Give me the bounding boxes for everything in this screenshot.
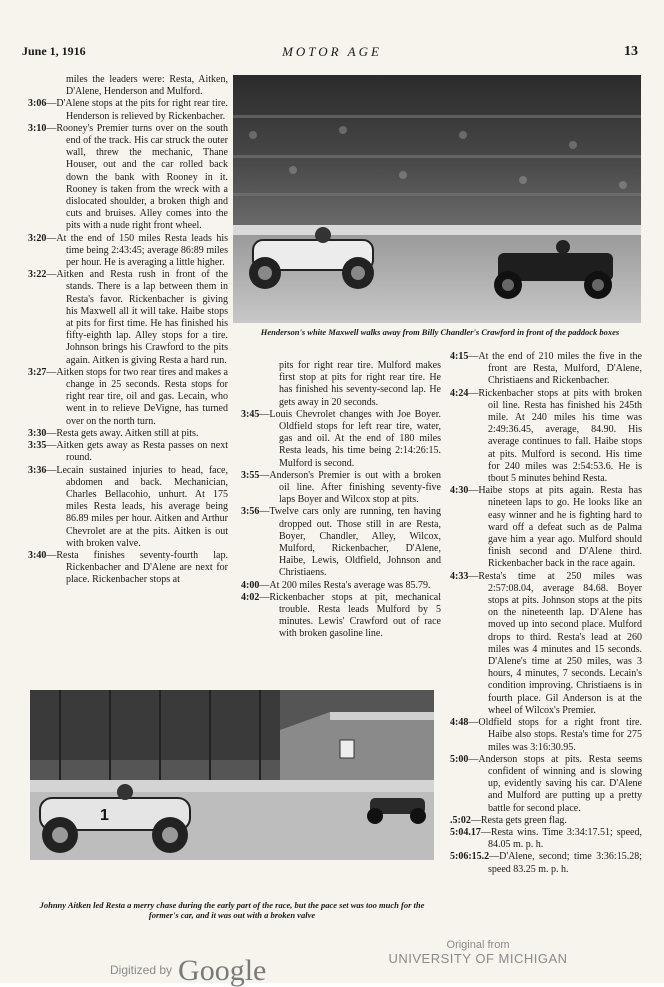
timeline-entry — [28, 440, 228, 464]
entry-time: 4:24 — [450, 387, 469, 399]
car-number: 1 — [100, 807, 109, 824]
entry-text: —Oldfield stops for a right front tire. Haibe also stops. Resta's time for 275 miles was 3:16:30.95. — [468, 717, 642, 753]
entry-text: —At 200 miles Resta's average was 85.79. — [259, 579, 431, 591]
entry-text: —D'Alene stops at the pits for right rear tire. Henderson is relieved by Rickenbacher. — [46, 98, 228, 122]
entry-time: 3:45 — [241, 408, 260, 420]
digitized-label: Digitized by — [110, 963, 173, 977]
timeline-entry — [450, 851, 642, 875]
entry-text: —At the end of 150 miles Resta leads his time being 2:43:45; average 86:89 miles per hour. He is averaging a little higher. — [46, 232, 228, 269]
timeline-entry — [28, 233, 228, 270]
google-logo: Google — [178, 954, 267, 987]
issue-date: June 1, 1916 — [22, 44, 86, 58]
original-from-label: Original from — [446, 939, 510, 951]
entry-time: 3:30 — [28, 427, 47, 439]
timeline-entry — [28, 428, 228, 440]
timeline-entry — [28, 465, 228, 550]
entry-time: 4:02 — [241, 591, 260, 603]
text-column-1 — [28, 74, 228, 587]
timeline-entry — [28, 98, 228, 122]
entry-time: 4:33 — [450, 570, 469, 582]
entry-time: 5:00 — [450, 753, 469, 765]
entry-time: 3:40 — [28, 549, 47, 561]
top-photo-caption: Henderson's white Maxwell walks away from Billy Chandler's Crawford in front of the paddock boxes — [260, 327, 620, 337]
entry-time: 3:06 — [28, 98, 47, 110]
timeline-entry — [28, 74, 228, 98]
entry-time: 4:15 — [450, 351, 469, 362]
entry-text: —Rickenbacher stops at pits with broken oil line. Resta has finished his 245th mile. At 240 miles his time was 2:49:36.45, average, 84.90. His average continues to fall. Haibe stops at pits. Mulford is second. His time for 240 miles was 2:54:53.6. He is tbout 5 minutes behind Resta. — [468, 387, 642, 485]
magazine-title: MOTOR AGE — [282, 44, 382, 59]
entry-text: —Louis Chevrolet changes with Joe Boyer. Oldfield stops for left rear tire, water, gas and oil. At the end of 180 miles Resta leads, his time being 2:14:26:15. Mulford is second. — [259, 408, 441, 469]
entry-text: —Haibe stops at pits again. Resta has nineteen laps to go. He looks like an easy winner and he is fighting hard to ward off a defeat such as de Palma gave him a year ago. Mulford should finish second and D'Alene third. Rickenbacher back in the race again. — [468, 485, 642, 570]
timeline-entry — [450, 571, 642, 717]
entry-time: .5:02 — [450, 814, 471, 826]
entry-text: —D'Alene, second; time 3:36:15.28; speed 83.25 m. p. h. — [488, 851, 642, 875]
entry-time: 3:36 — [28, 464, 47, 476]
entry-text: —Rooney's Premier turns over on the south end of the track. His car struck the outer wall, threw the mechanic, Thane Houser, out and the car rolled back down the bank with Rooney in it. Rooney is taken from the wreck with a dislocated shoulder, a broken thigh and cuts and bruises. Alley comes into the pits with a nude right front wheel. — [46, 122, 228, 232]
entry-time: 3:27 — [28, 366, 47, 378]
entry-text: miles the leaders were: Resta, Aitken, D'Alene, Henderson and Mulford. — [66, 74, 228, 98]
entry-text: —Resta gets away. Aitken still at pits. — [46, 427, 199, 439]
bottom-photo-caption: Johnny Aitken led Resta a merry chase during the early part of the race, but the pace set was too much for the former's car, and it was out with a broken valve — [39, 900, 425, 920]
entry-time: 3:10 — [28, 122, 47, 134]
page-number: 13 — [624, 44, 638, 59]
timeline-entry — [450, 388, 642, 486]
entry-time: 3:55 — [241, 469, 260, 481]
timeline-entry — [241, 470, 441, 507]
entry-text: —Resta's time at 250 miles was 2:57:08.04, average 84.68. Boyer stops at pits. Johnson stops at the pits on the nineteenth lap. D'Alene has moved up into second place. Mulford drops to third. Resta's lead at 260 miles was 4 minutes and 15 seconds. D'Alene's time at 250 miles, was 3 hours, 4 minutes, 7 seconds. Lecain's condition improving. Christiaens is in fourth place. Gil Anderson is at the wheel of Wilcox's Premier. — [468, 570, 642, 716]
timeline-entry — [241, 409, 441, 470]
entry-text: —Aitken and Resta rush in front of the stands. There is a lap between them in Resta's favor. Rickenbacher is giving his Maxwell all it will take. Haibe stops at pits for first time. He has finished his fifty-eighth lap. Alley stops for a tire. Johnson brings his Crawford to the pits again. Aitken is giving Resta a hard run. — [46, 269, 228, 366]
entry-text: —Resta finishes seventy-fourth lap. Rickenbacher and D'Alene are next for place. Rickenbacher stops at — [46, 549, 228, 586]
original-from — [388, 938, 568, 966]
timeline-entry — [241, 360, 441, 409]
entry-time: 5:06:15.2 — [450, 851, 490, 863]
entry-time: 3:56 — [241, 506, 260, 518]
entry-time: 3:22 — [28, 269, 47, 281]
timeline-entry — [28, 123, 228, 233]
entry-time: 4:48 — [450, 717, 469, 729]
university-label: UNIVERSITY OF MICHIGAN — [388, 951, 568, 966]
entry-text: —Anderson stops at pits. Resta seems confident of winning and is slowing up, evidently saving his car. D'Alene and Mulford are putting up a pretty battle for second place. — [468, 753, 642, 814]
entry-text: —Twelve cars only are running, ten having dropped out. Those still in are Resta, Boyer, Chandler, Alley, Wilcox, Mulford, Rickenbacher, D'Alene, Haibe, Lewis, Oldfield, Johnson and Christiaens. — [259, 506, 441, 579]
timeline-entry — [241, 506, 441, 579]
timeline-entry — [450, 827, 642, 851]
entry-text: —Aitken stops for two rear tires and makes a change in 25 seconds. Resta stops for right rear tire, oil and gas. Lecain, who went in to relieve DeVigne, has turned over on the north turn. — [46, 366, 228, 427]
digitized-by-google — [110, 948, 267, 987]
entry-time: 5:04.17 — [450, 826, 481, 838]
entry-text: —Resta gets green flag. — [470, 814, 567, 826]
timeline-entry — [241, 592, 441, 641]
timeline-entry — [450, 717, 642, 754]
race-photo-aitken-resta — [30, 690, 434, 860]
timeline-entry — [28, 550, 228, 587]
entry-text: —Lecain sustained injuries to head, face, abdomen and back. Mechanician, Charles Bellacohio, unhurt. At 175 miles Resta leads, his average being 86.89 miles per hour. Aitken and Arthur Chevrolet are at the pits. Aitken is out with broken valve. — [46, 464, 228, 549]
entry-time: 3:35 — [28, 440, 47, 452]
timeline-entry — [450, 815, 642, 827]
timeline-entry — [28, 269, 228, 367]
timeline-entry — [241, 580, 441, 592]
entry-time: 4:30 — [450, 485, 469, 497]
entry-text: pits for right rear tire. Mulford makes first stop at pits for right rear tire. He has finished his seventy-second lap. He gets away in 20 seconds. — [279, 360, 441, 408]
text-column-2 — [241, 360, 441, 641]
timeline-entry — [450, 754, 642, 815]
entry-time: 3:20 — [28, 232, 47, 244]
text-column-3 — [450, 351, 642, 876]
timeline-entry — [28, 367, 228, 428]
timeline-entry — [450, 485, 642, 570]
entry-text: —Resta wins. Time 3:34:17.51; speed, 84.05 m. p. h. — [480, 826, 642, 851]
timeline-entry — [450, 351, 642, 388]
entry-text: —Anderson's Premier is out with a broken oil line. After finishing seventy-five laps Boyer and Wilcox stop at pits. — [259, 469, 441, 506]
race-photo-maxwell-crawford — [233, 75, 641, 323]
entry-time: 4:00 — [241, 579, 260, 591]
entry-text: —At the end of 210 miles the five in the front are Resta, Mulford, D'Alene, Christiaens and Rickenbacher. — [468, 351, 642, 387]
entry-text: —Aitken gets away as Resta passes on next round. — [46, 440, 228, 464]
entry-text: —Rickenbacher stops at pit, mechanical trouble. Resta leads Mulford by 5 minutes. Lewis' Crawford out of race with broken gasoline line. — [259, 591, 441, 640]
